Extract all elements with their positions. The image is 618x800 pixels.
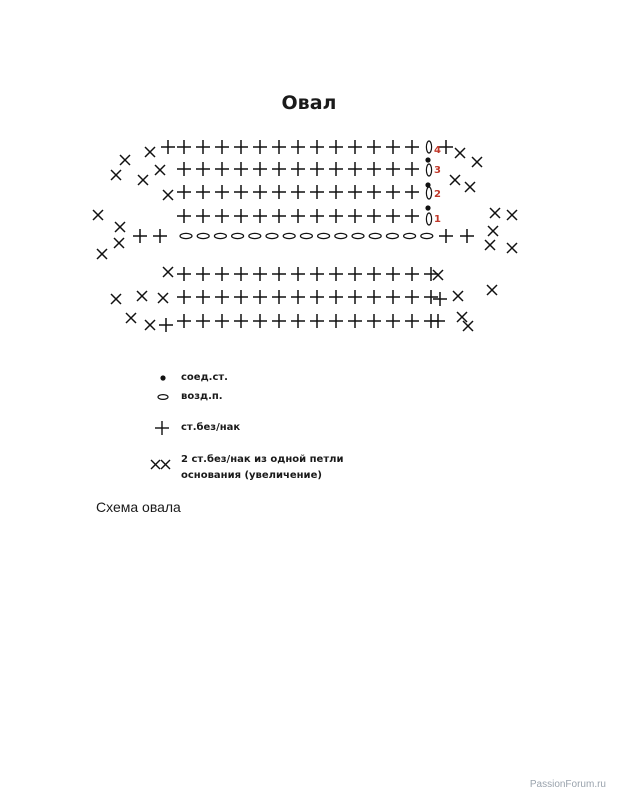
- legend-label-slip-stitch: соед.ст.: [181, 372, 228, 383]
- diagram-title: Овал: [281, 92, 337, 114]
- row-number-4: 4: [434, 145, 441, 156]
- increase-symbol: [151, 460, 170, 469]
- legend-label-increase-line1: 2 ст.без/нак из одной петли: [181, 454, 344, 465]
- legend-label-increase-line2: основания (увеличение): [181, 470, 322, 481]
- chain-symbol: [158, 395, 168, 400]
- legend-label-chain: возд.п.: [181, 391, 223, 402]
- slip-stitch-symbol: [160, 375, 165, 380]
- legend-label-single-crochet: ст.без/нак: [181, 422, 241, 433]
- row-number-3: 3: [434, 165, 441, 176]
- figure-caption: Схема овала: [96, 499, 181, 515]
- row-number-2: 2: [434, 189, 441, 200]
- watermark: PassionForum.ru: [529, 779, 606, 790]
- single-crochet-symbol: [155, 421, 169, 435]
- row-number-1: 1: [434, 214, 441, 225]
